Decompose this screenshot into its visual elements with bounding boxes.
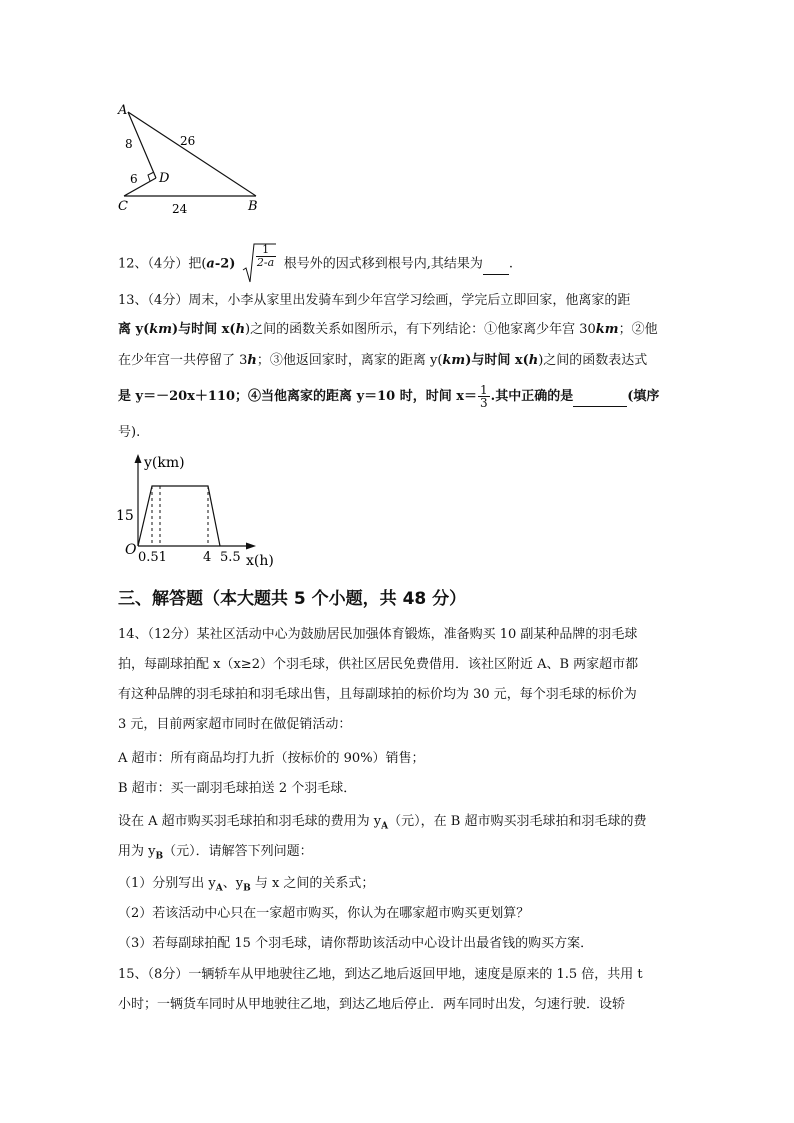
side-cd [124,178,156,196]
origin-label: O [125,542,137,558]
q14-item2: （2）若该活动中心只在一家超市购买，你认为在哪家超市购买更划算？ [118,906,530,921]
q13-l4b: .其中正确的是 [490,389,574,404]
q14-item1 [118,875,374,898]
length-ab: 26 [180,134,196,148]
q13-line2 [118,321,658,339]
x-axis-label: x(h) [246,553,274,569]
q13-l3km: km [442,353,466,368]
q13-line1: 13、（4分）周末，小李从家里出发骑车到少年宫学习绘画，学完后立即回家，他离家的距 [118,293,631,308]
q13-l4a: 是 y＝－20x＋110；④当他离家的距离 y＝10 时，时间 x＝ [118,389,478,404]
distance-time-graph [116,450,286,575]
q14-line5: A 超市：所有商品均打九折（按标价的 90%）销售； [118,751,425,766]
q14-l8sub: B [155,851,164,862]
x-axis-arrow-icon [246,543,256,550]
q12-line [118,242,513,286]
q14-l8b: （元）．请解答下列问题： [163,844,313,859]
q13-line5: 号). [118,425,141,440]
q12-radical-num: 1 [256,244,276,257]
x-tick-55: 5.5 [220,550,241,565]
length-cd: 6 [130,172,138,186]
q14-l7a: 设在 A 超市购买羽毛球拍和羽毛球的费用为 y [118,814,382,829]
q13-fraction [478,384,490,409]
q13-l2b: )与时间 x( [172,322,236,337]
y-tick-15: 15 [116,508,134,524]
q13-answer-blank[interactable] [573,388,627,407]
y-axis-arrow-icon [135,454,142,463]
label-d: D [159,171,170,186]
q14-line3: 有这种品牌的羽毛球拍和羽毛球出售，且每副球拍的标价均为 30 元，每个羽毛球的标价为 [118,687,637,702]
q13-l3c: )与时间 x( [465,353,529,368]
q13-line4 [118,384,659,409]
q14-i1c: 与 x 之间的关系式； [250,876,375,891]
q13-l3h: h [247,353,257,368]
q14-i1b: 、y [222,876,244,891]
label-c: C [118,199,128,214]
y-axis-label: y(km) [144,455,185,471]
q13-l3a: 在少年宫一共停留了 3 [118,353,248,368]
q13-l3h2: h [528,353,539,368]
q14-line4: 3 元，目前两家超市同时在做促销活动： [118,717,352,732]
length-ad: 8 [125,137,133,151]
q12-radical [242,242,276,286]
q12-a: a [206,256,215,272]
q14-l7sub: A [381,821,389,832]
q14-l8a: 用为 y [118,844,156,859]
q14-item3: （3）若每副球拍配 15 个羽毛球，请你帮助该活动中心设计出最省钱的购买方案． [118,936,594,951]
q13-frac-den: 3 [480,396,488,410]
q12-radical-den: 2-a [256,256,275,269]
length-cb: 24 [172,202,188,216]
q13-l2d: ；②他 [618,322,658,337]
q12-end: . [508,256,513,272]
section-heading: 三、解答题（本大题共 5 个小题，共 48 分） [118,589,467,609]
q13-l2c: )之间的函数关系如图所示，有下列结论：①他家离少年宫 30 [245,322,596,337]
q14-i1subA: A [215,883,223,894]
q13-frac-num: 1 [480,383,488,397]
x-tick-051: 0.51 [138,550,167,565]
q13-l3b: ；③他返回家时，离家的距离 y( [256,353,443,368]
q14-i1a: （1）分别写出 y [118,876,216,891]
q12-prefix: 12、（4分）把( [118,256,207,272]
q12-suffix: 根号外的因式移到根号内,其结果为 [283,256,483,272]
q15-line2: 小时；一辆货车同时从甲地驶往乙地，到达乙地后停止．两车同时出发，匀速行驶．设轿 [118,997,626,1012]
x-tick-4: 4 [203,550,212,565]
q12-mid: -2) [214,256,236,272]
q15-line1: 15、（8分）一辆轿车从甲地驶往乙地，到达乙地后返回甲地，速度是原来的 1.5 倍，共用 t [118,967,643,982]
q14-l7b: （元），在 B 超市购买羽毛球拍和羽毛球的费 [388,814,647,829]
q14-line7 [118,813,646,836]
q13-l2a: 离 y( [118,322,150,337]
q14-line1: 14、（12分）某社区活动中心为鼓励居民加强体育锻炼，准备购买 10 副某种品牌的羽毛球 [118,627,638,642]
label-b: B [248,199,258,214]
q13-l4c: (填序 [627,389,660,404]
q13-l3d: )之间的函数表达式 [538,353,648,368]
q13-l2h: h [235,322,246,337]
label-a: A [118,103,128,118]
q12-answer-blank[interactable] [483,256,509,275]
q14-i1subB: B [243,883,251,894]
q13-l2km2: km [595,322,619,337]
q13-l2km: km [149,322,172,337]
triangle-figure [112,100,272,220]
q14-line2: 拍，每副球拍配 x（x≥2）个羽毛球，供社区居民免费借用．该社区附近 A、B 两家超市都 [118,657,639,672]
q14-line6: B 超市：买一副羽毛球拍送 2 个羽毛球． [118,781,357,796]
q14-line8 [118,843,313,866]
q13-line3 [118,352,647,370]
